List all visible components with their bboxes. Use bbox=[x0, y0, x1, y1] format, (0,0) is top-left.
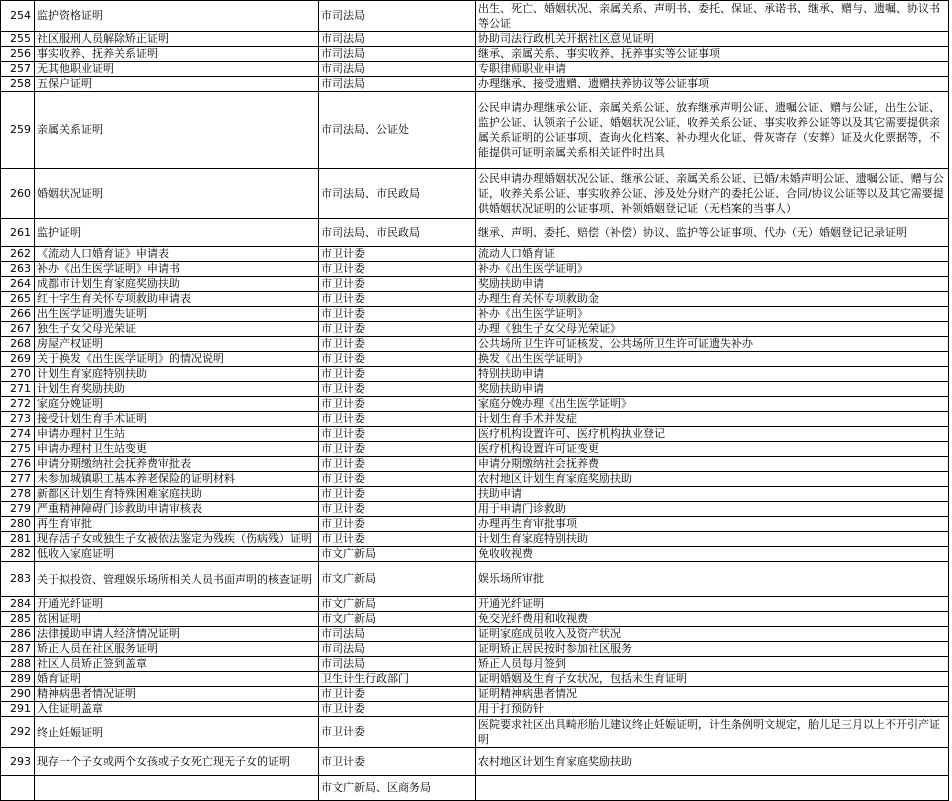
table-row bbox=[1, 562, 949, 597]
purpose-cell[interactable]: 医疗机构设置许可、医疗机构执业登记 bbox=[476, 427, 949, 442]
certificate-name-cell[interactable]: 入住证明盖章 bbox=[35, 702, 319, 717]
certificate-name-cell[interactable]: 计划生育家庭特别扶助 bbox=[35, 367, 319, 382]
purpose-cell[interactable]: 矫正人员每月签到 bbox=[476, 657, 949, 672]
certificate-name-cell[interactable]: 低收入家庭证明 bbox=[35, 547, 319, 562]
certificate-name-cell[interactable]: 成都市计划生育家庭奖励扶助 bbox=[35, 277, 319, 292]
purpose-cell[interactable]: 免交光纤费用和收视费 bbox=[476, 612, 949, 627]
certificate-name-cell[interactable]: 独生子女父母光荣证 bbox=[35, 322, 319, 337]
row-number-cell[interactable]: 287 bbox=[1, 642, 35, 657]
purpose-cell[interactable]: 农村地区计划生育家庭奖励扶助 bbox=[476, 748, 949, 776]
department-cell[interactable]: 市司法局 bbox=[319, 47, 476, 62]
row-number-cell[interactable]: 254 bbox=[1, 1, 35, 32]
table-row bbox=[1, 169, 949, 219]
table-row bbox=[1, 322, 949, 337]
department-cell[interactable]: 市司法局、市民政局 bbox=[319, 219, 476, 247]
certificate-name-cell[interactable]: 《流动人口婚育证》申请表 bbox=[35, 247, 319, 262]
purpose-cell[interactable]: 公民申请办理婚姻状况公证、继承公证、亲属关系公证、已婚/未婚声明公证、遗嘱公证、赠与公证，收养关系公证、事实收养公证、涉及处分财产的委托公证、合同/协议公证等以及其它需要提供婚姻状况证明的公证事项、补领婚姻登记证（无档案的当事人） bbox=[476, 169, 949, 219]
row-number-cell[interactable]: 260 bbox=[1, 169, 35, 219]
certificate-name-cell[interactable]: 社区人员矫正签到盖章 bbox=[35, 657, 319, 672]
department-cell[interactable]: 市卫计委 bbox=[319, 748, 476, 776]
row-number-cell[interactable]: 284 bbox=[1, 597, 35, 612]
purpose-cell[interactable]: 换发《出生医学证明》 bbox=[476, 352, 949, 367]
purpose-cell[interactable]: 办理《独生子女父母光荣证》 bbox=[476, 322, 949, 337]
department-cell[interactable]: 市司法局、市民政局 bbox=[319, 169, 476, 219]
table-row bbox=[1, 247, 949, 262]
purpose-cell[interactable]: 申请分期缴纳社会抚养费 bbox=[476, 457, 949, 472]
purpose-cell[interactable]: 医院要求社区出具畸形胎儿建议终止妊娠证明，计生条例明文规定，胎儿足三月以上不开引产证明 bbox=[476, 717, 949, 748]
department-cell[interactable]: 市卫计委 bbox=[319, 337, 476, 352]
certificate-name-cell[interactable]: 出生医学证明遗失证明 bbox=[35, 307, 319, 322]
row-number-cell[interactable]: 275 bbox=[1, 442, 35, 457]
department-cell[interactable]: 市卫计委 bbox=[319, 472, 476, 487]
department-cell[interactable]: 市卫计委 bbox=[319, 307, 476, 322]
department-cell[interactable]: 市卫计委 bbox=[319, 397, 476, 412]
purpose-cell[interactable]: 办理继承、接受遗赠、遗赠扶养协议等公证事项 bbox=[476, 77, 949, 92]
purpose-cell[interactable]: 专职律师职业申请 bbox=[476, 62, 949, 77]
table-row bbox=[1, 642, 949, 657]
row-number-cell[interactable]: 274 bbox=[1, 427, 35, 442]
department-cell[interactable]: 市卫计委 bbox=[319, 517, 476, 532]
row-number-cell[interactable]: 264 bbox=[1, 277, 35, 292]
table-row bbox=[1, 62, 949, 77]
department-cell[interactable]: 市卫计委 bbox=[319, 352, 476, 367]
purpose-cell[interactable]: 扶助申请 bbox=[476, 487, 949, 502]
row-number-cell[interactable]: 291 bbox=[1, 702, 35, 717]
table-row bbox=[1, 262, 949, 277]
department-cell[interactable]: 市司法局 bbox=[319, 32, 476, 47]
purpose-cell[interactable]: 证明家庭成员收入及资产状况 bbox=[476, 627, 949, 642]
row-number-cell[interactable]: 272 bbox=[1, 397, 35, 412]
department-cell[interactable]: 市司法局 bbox=[319, 642, 476, 657]
purpose-cell[interactable]: 补办《出生医学证明》 bbox=[476, 262, 949, 277]
certificate-name-cell[interactable]: 婚育证明 bbox=[35, 672, 319, 687]
certificate-name-cell[interactable]: 监护证明 bbox=[35, 219, 319, 247]
certificate-name-cell[interactable]: 房屋产权证明 bbox=[35, 337, 319, 352]
purpose-cell[interactable]: 奖励扶助申请 bbox=[476, 277, 949, 292]
row-number-cell[interactable]: 266 bbox=[1, 307, 35, 322]
purpose-cell[interactable]: 娱乐场所审批 bbox=[476, 562, 949, 597]
certificate-name-cell[interactable]: 贫困证明 bbox=[35, 612, 319, 627]
department-cell[interactable]: 市卫计委 bbox=[319, 427, 476, 442]
certificate-name-cell[interactable]: 精神病患者情况证明 bbox=[35, 687, 319, 702]
row-number-cell[interactable]: 292 bbox=[1, 717, 35, 748]
certificate-name-cell[interactable]: 事实收养、抚养关系证明 bbox=[35, 47, 319, 62]
department-cell[interactable]: 市司法局、公证处 bbox=[319, 92, 476, 169]
table-row bbox=[1, 367, 949, 382]
certificate-name-cell[interactable]: 法律援助申请人经济情况证明 bbox=[35, 627, 319, 642]
table-row bbox=[1, 717, 949, 748]
row-number-cell[interactable]: 268 bbox=[1, 337, 35, 352]
row-number-cell[interactable]: 279 bbox=[1, 502, 35, 517]
row-number-cell[interactable]: 276 bbox=[1, 457, 35, 472]
row-number-cell[interactable]: 265 bbox=[1, 292, 35, 307]
purpose-cell[interactable]: 计划生育手术并发症 bbox=[476, 412, 949, 427]
table-row bbox=[1, 397, 949, 412]
purpose-cell[interactable]: 公民申请办理继承公证、亲属关系公证、放弃继承声明公证、遗嘱公证、赠与公证，出生公证、监护公证、认领亲子公证、婚姻状况公证、收养关系公证、事实收养公证等以及其它需要提供亲属关系证明的公证事项、查询火化档案、补办埋火化证、骨灰寄存（安葬）证及火化票据等，不能提供可证明亲属关系相关证件时出具 bbox=[476, 92, 949, 169]
certificate-name-cell[interactable]: 严重精神障碍门诊救助申请审核表 bbox=[35, 502, 319, 517]
purpose-cell[interactable]: 家庭分娩办理《出生医学证明》 bbox=[476, 397, 949, 412]
table-row bbox=[1, 382, 949, 397]
row-number-cell[interactable]: 261 bbox=[1, 219, 35, 247]
certificate-name-cell[interactable]: 婚姻状况证明 bbox=[35, 169, 319, 219]
certificate-name-cell[interactable]: 接受计划生育手术证明 bbox=[35, 412, 319, 427]
purpose-cell[interactable]: 用于申请门诊救助 bbox=[476, 502, 949, 517]
certificate-name-cell[interactable]: 未参加城镇职工基本养老保险的证明材料 bbox=[35, 472, 319, 487]
certificate-name-cell[interactable]: 计划生育奖励扶助 bbox=[35, 382, 319, 397]
table-row bbox=[1, 487, 949, 502]
purpose-cell[interactable]: 奖励扶助申请 bbox=[476, 382, 949, 397]
department-cell[interactable]: 市文广新局 bbox=[319, 612, 476, 627]
purpose-cell[interactable]: 计划生育家庭特别扶助 bbox=[476, 532, 949, 547]
certificate-name-cell[interactable]: 补办《出生医学证明》申请书 bbox=[35, 262, 319, 277]
department-cell[interactable]: 市司法局 bbox=[319, 1, 476, 32]
row-number-cell[interactable]: 256 bbox=[1, 47, 35, 62]
table-row bbox=[1, 92, 949, 169]
row-number-cell[interactable]: 257 bbox=[1, 62, 35, 77]
department-cell[interactable]: 市卫计委 bbox=[319, 382, 476, 397]
table-row bbox=[1, 672, 949, 687]
row-number-cell[interactable]: 263 bbox=[1, 262, 35, 277]
row-number-cell[interactable]: 289 bbox=[1, 672, 35, 687]
table-row bbox=[1, 517, 949, 532]
department-cell[interactable]: 市文广新局 bbox=[319, 597, 476, 612]
department-cell[interactable]: 市卫计委 bbox=[319, 247, 476, 262]
table-row bbox=[1, 612, 949, 627]
purpose-cell[interactable]: 证明矫正居民按时参加社区服务 bbox=[476, 642, 949, 657]
department-cell[interactable]: 市卫计委 bbox=[319, 442, 476, 457]
row-number-cell[interactable] bbox=[1, 776, 35, 801]
table-row bbox=[1, 657, 949, 672]
department-cell[interactable]: 市卫计委 bbox=[319, 262, 476, 277]
row-number-cell[interactable]: 273 bbox=[1, 412, 35, 427]
purpose-cell[interactable]: 证明婚姻及生育子女状况，包括未生育证明 bbox=[476, 672, 949, 687]
table-row bbox=[1, 442, 949, 457]
department-cell[interactable]: 市司法局 bbox=[319, 657, 476, 672]
purpose-cell[interactable]: 继承、声明、委托、赔偿（补偿）协议、监护等公证事项、代办（无）婚姻登记记录证明 bbox=[476, 219, 949, 247]
row-number-cell[interactable]: 270 bbox=[1, 367, 35, 382]
row-number-cell[interactable]: 293 bbox=[1, 748, 35, 776]
department-cell[interactable]: 市卫计委 bbox=[319, 717, 476, 748]
purpose-cell[interactable]: 流动人口婚育证 bbox=[476, 247, 949, 262]
table-body bbox=[1, 1, 949, 801]
department-cell[interactable]: 市卫计委 bbox=[319, 502, 476, 517]
purpose-cell[interactable]: 办理生育关怀专项救助金 bbox=[476, 292, 949, 307]
table-row bbox=[1, 776, 949, 801]
table-row bbox=[1, 597, 949, 612]
certificate-name-cell[interactable]: 五保户证明 bbox=[35, 77, 319, 92]
purpose-cell[interactable]: 办理再生育审批事项 bbox=[476, 517, 949, 532]
certificate-name-cell[interactable] bbox=[35, 776, 319, 801]
purpose-cell[interactable] bbox=[476, 776, 949, 801]
department-cell[interactable]: 市卫计委 bbox=[319, 367, 476, 382]
table-row bbox=[1, 547, 949, 562]
table-row bbox=[1, 472, 949, 487]
certificate-name-cell[interactable]: 新都区计划生育特殊困难家庭扶助 bbox=[35, 487, 319, 502]
department-cell[interactable]: 市文广新局 bbox=[319, 547, 476, 562]
table-row bbox=[1, 219, 949, 247]
certificate-name-cell[interactable]: 红十字生育关怀专项救助申请表 bbox=[35, 292, 319, 307]
department-cell[interactable]: 市文广新局、区商务局 bbox=[319, 776, 476, 801]
purpose-cell[interactable]: 继承、亲属关系、事实收养、抚养事实等公证事项 bbox=[476, 47, 949, 62]
row-number-cell[interactable]: 285 bbox=[1, 612, 35, 627]
purpose-cell[interactable]: 公共场所卫生许可证核发、公共场所卫生许可证遗失补办 bbox=[476, 337, 949, 352]
purpose-cell[interactable]: 用于打预防针 bbox=[476, 702, 949, 717]
row-number-cell[interactable]: 283 bbox=[1, 562, 35, 597]
department-cell[interactable]: 市卫计委 bbox=[319, 457, 476, 472]
table-row bbox=[1, 532, 949, 547]
certificate-name-cell[interactable]: 亲属关系证明 bbox=[35, 92, 319, 169]
row-number-cell[interactable]: 288 bbox=[1, 657, 35, 672]
table-row bbox=[1, 352, 949, 367]
row-number-cell[interactable]: 286 bbox=[1, 627, 35, 642]
department-cell[interactable]: 市文广新局 bbox=[319, 562, 476, 597]
certificate-name-cell[interactable]: 社区服刑人员解除矫正证明 bbox=[35, 32, 319, 47]
purpose-cell[interactable]: 免收收视费 bbox=[476, 547, 949, 562]
department-cell[interactable]: 市卫计委 bbox=[319, 487, 476, 502]
certificate-name-cell[interactable]: 开通光纤证明 bbox=[35, 597, 319, 612]
department-cell[interactable]: 市卫计委 bbox=[319, 687, 476, 702]
row-number-cell[interactable]: 277 bbox=[1, 472, 35, 487]
table-row bbox=[1, 47, 949, 62]
purpose-cell[interactable]: 开通光纤证明 bbox=[476, 597, 949, 612]
department-cell[interactable]: 卫生计生行政部门 bbox=[319, 672, 476, 687]
department-cell[interactable]: 市司法局 bbox=[319, 77, 476, 92]
certificate-name-cell[interactable]: 无其他职业证明 bbox=[35, 62, 319, 77]
purpose-cell[interactable]: 医疗机构设置许可证变更 bbox=[476, 442, 949, 457]
row-number-cell[interactable]: 281 bbox=[1, 532, 35, 547]
certificate-name-cell[interactable]: 申请办理村卫生站 bbox=[35, 427, 319, 442]
certificate-name-cell[interactable]: 申请办理村卫生站变更 bbox=[35, 442, 319, 457]
row-number-cell[interactable]: 267 bbox=[1, 322, 35, 337]
purpose-cell[interactable]: 证明精神病患者情况 bbox=[476, 687, 949, 702]
row-number-cell[interactable]: 278 bbox=[1, 487, 35, 502]
certificate-name-cell[interactable]: 矫正人员在社区服务证明 bbox=[35, 642, 319, 657]
department-cell[interactable]: 市卫计委 bbox=[319, 277, 476, 292]
certificate-name-cell[interactable]: 再生育审批 bbox=[35, 517, 319, 532]
purpose-cell[interactable]: 协助司法行政机关开据社区意见证明 bbox=[476, 32, 949, 47]
department-cell[interactable]: 市卫计委 bbox=[319, 292, 476, 307]
department-cell[interactable]: 市卫计委 bbox=[319, 702, 476, 717]
table-row bbox=[1, 687, 949, 702]
table-row bbox=[1, 748, 949, 776]
row-number-cell[interactable]: 269 bbox=[1, 352, 35, 367]
row-number-cell[interactable]: 282 bbox=[1, 547, 35, 562]
table-row bbox=[1, 307, 949, 322]
purpose-cell[interactable]: 农村地区计划生育家庭奖励扶助 bbox=[476, 472, 949, 487]
table-row bbox=[1, 1, 949, 32]
row-number-cell[interactable]: 280 bbox=[1, 517, 35, 532]
certificate-name-cell[interactable]: 现存活子女或独生子女被依法鉴定为残疾（伤病残）证明 bbox=[35, 532, 319, 547]
row-number-cell[interactable]: 255 bbox=[1, 32, 35, 47]
table-row bbox=[1, 412, 949, 427]
purpose-cell[interactable]: 特别扶助申请 bbox=[476, 367, 949, 382]
table-row bbox=[1, 427, 949, 442]
certificate-name-cell[interactable]: 现存一个子女或两个女孩或子女死亡现无子女的证明 bbox=[35, 748, 319, 776]
purpose-cell[interactable]: 出生、死亡、婚姻状况、亲属关系、声明书、委托、保证、承诺书、继承、赠与、遗嘱、协议书等公证 bbox=[476, 1, 949, 32]
department-cell[interactable]: 市卫计委 bbox=[319, 532, 476, 547]
certificate-name-cell[interactable]: 关于换发《出生医学证明》的情况说明 bbox=[35, 352, 319, 367]
table-row bbox=[1, 292, 949, 307]
table-row bbox=[1, 337, 949, 352]
department-cell[interactable]: 市卫计委 bbox=[319, 322, 476, 337]
department-cell[interactable]: 市卫计委 bbox=[319, 412, 476, 427]
purpose-cell[interactable]: 补办《出生医学证明》 bbox=[476, 307, 949, 322]
row-number-cell[interactable]: 259 bbox=[1, 92, 35, 169]
table-row bbox=[1, 627, 949, 642]
certificate-name-cell[interactable]: 监护资格证明 bbox=[35, 1, 319, 32]
table-row bbox=[1, 702, 949, 717]
table-row bbox=[1, 32, 949, 47]
table-row bbox=[1, 77, 949, 92]
table-row bbox=[1, 277, 949, 292]
certificate-name-cell[interactable]: 关于拟投资、管理娱乐场所相关人员书面声明的核查证明 bbox=[35, 562, 319, 597]
row-number-cell[interactable]: 262 bbox=[1, 247, 35, 262]
certificate-name-cell[interactable]: 家庭分娩证明 bbox=[35, 397, 319, 412]
row-number-cell[interactable]: 258 bbox=[1, 77, 35, 92]
department-cell[interactable]: 市司法局 bbox=[319, 627, 476, 642]
table-row bbox=[1, 457, 949, 472]
department-cell[interactable]: 市司法局 bbox=[319, 62, 476, 77]
table-row bbox=[1, 502, 949, 517]
row-number-cell[interactable]: 271 bbox=[1, 382, 35, 397]
row-number-cell[interactable]: 290 bbox=[1, 687, 35, 702]
certificate-name-cell[interactable]: 终止妊娠证明 bbox=[35, 717, 319, 748]
certificate-name-cell[interactable]: 申请分期缴纳社会抚养费审批表 bbox=[35, 457, 319, 472]
